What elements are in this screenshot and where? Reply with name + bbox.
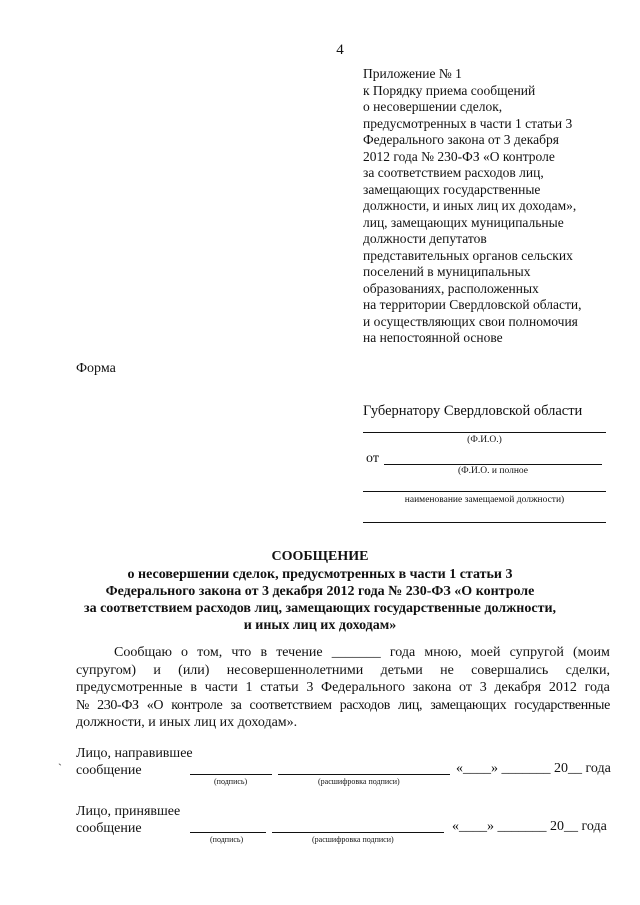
- message-title-line: о несовершении сделок, предусмотренных в части 1 статьи 3: [127, 567, 513, 582]
- sender-label-line1: Лицо, направившее: [76, 746, 193, 761]
- appendix-line: поселений в муниципальных: [363, 264, 531, 279]
- body-line-text: [76, 697, 610, 715]
- body-line: [76, 679, 610, 697]
- appendix-line: 2012 года № 230-ФЗ «О контроле: [363, 148, 555, 164]
- body-word: года: [584, 680, 610, 695]
- body-line-text: должности, и иных лиц их доходам».: [76, 715, 298, 730]
- receiver-label-line2: сообщение: [76, 821, 142, 836]
- appendix-line: на непостоянной основе: [363, 330, 503, 345]
- sender-sign-caption: (подпись): [214, 777, 248, 786]
- body-word: закона: [412, 680, 452, 695]
- body-word: №: [76, 697, 90, 713]
- body-word: и: [153, 662, 161, 678]
- body-word: 1: [245, 680, 253, 695]
- body-word: лиц,: [398, 697, 423, 713]
- body-word: расходов: [339, 697, 390, 713]
- message-title-line: и иных лиц их доходам»: [243, 618, 397, 633]
- body-word: в: [190, 680, 197, 695]
- receiver-label: [76, 803, 180, 837]
- appendix-line: замещающих государственные: [363, 181, 541, 197]
- body-word: замещающих: [430, 697, 507, 713]
- body-word: несовершеннолетними: [226, 662, 364, 678]
- body-word: супругой: [509, 645, 564, 660]
- sender-decode-line[interactable]: [278, 774, 450, 775]
- body-word: от: [459, 680, 472, 695]
- body-word: моей: [470, 645, 501, 660]
- appendix-line: лиц, замещающих муниципальные: [363, 214, 564, 230]
- body-word: (или): [178, 662, 210, 678]
- body-line: [76, 714, 610, 732]
- appendix-line: на территории Свердловской области,: [363, 297, 582, 312]
- body-word: статьи: [260, 680, 299, 695]
- appendix-line: должности депутатов: [363, 231, 487, 246]
- body-line-text: [76, 662, 610, 680]
- appendix-line: образованиях, расположенных: [363, 280, 539, 296]
- stray-mark: ˎ: [58, 752, 62, 766]
- receiver-date: «____» _______ 20__ года: [452, 819, 607, 834]
- message-title-line: Федерального закона от 3 декабря 2012 года № 230-ФЗ «О контроле: [105, 584, 535, 599]
- message-body: [76, 644, 610, 732]
- sender-label: [76, 745, 193, 779]
- sender-decode-caption: (расшифровка подписи): [318, 777, 400, 786]
- body-word: детьми: [380, 662, 423, 678]
- appendix-line: и осуществляющих свои полномочия: [363, 313, 578, 329]
- from-line: [384, 464, 602, 465]
- fio-full-caption: (Ф.И.О. и полное: [458, 466, 528, 476]
- sender-date: «____» _______ 20__ года: [456, 761, 611, 776]
- body-word: 3: [306, 680, 314, 695]
- body-line-text: [114, 644, 610, 662]
- body-word: мною,: [424, 645, 462, 660]
- body-word: государственные: [514, 697, 610, 713]
- fio-line: [363, 432, 606, 433]
- body-word: Сообщаю: [114, 645, 172, 660]
- body-word: за: [230, 697, 242, 713]
- body-line-text: [76, 679, 610, 697]
- body-word: предусмотренные: [76, 680, 183, 695]
- body-line: [76, 697, 610, 715]
- body-word: что: [231, 645, 252, 660]
- body-word: контроле: [171, 697, 223, 713]
- body-word: 3: [479, 680, 487, 695]
- appendix-line: к Порядку приема сообщений: [363, 82, 536, 98]
- appendix-line: за соответствием расходов лиц,: [363, 165, 544, 180]
- appendix-line: о несовершении сделок,: [363, 99, 503, 114]
- body-word: декабря: [494, 680, 542, 695]
- body-word: том,: [197, 645, 223, 660]
- sender-label-line2: сообщение: [76, 763, 142, 778]
- body-word: 2012: [548, 680, 577, 695]
- from-prefix: от: [366, 451, 379, 466]
- body-word: не: [440, 662, 454, 678]
- receiver-decode-line[interactable]: [272, 832, 444, 833]
- position-line-2: [363, 522, 606, 523]
- body-word: в: [260, 645, 268, 660]
- fio-caption: (Ф.И.О.): [467, 435, 502, 445]
- position-line: [363, 491, 606, 492]
- body-word: сделки,: [565, 662, 610, 678]
- position-caption: наименование замещаемой должности): [404, 495, 565, 505]
- body-word: Федерального: [321, 680, 406, 695]
- appendix-line: должности, и иных лиц их доходам»,: [363, 198, 577, 213]
- body-line: [76, 662, 610, 680]
- body-word: соответствием: [249, 697, 332, 713]
- appendix-line: предусмотренных в части 1 статьи 3: [363, 115, 573, 131]
- appendix-block: [363, 66, 623, 347]
- body-word: 230-ФЗ: [97, 697, 139, 713]
- appendix-line: Приложение № 1: [363, 66, 462, 81]
- body-word: _______: [331, 645, 381, 660]
- body-word: (моим: [573, 645, 610, 660]
- receiver-decode-caption: (расшифровка подписи): [312, 835, 394, 844]
- body-word: года: [389, 645, 416, 660]
- body-word: супругом): [76, 662, 136, 678]
- form-label: Форма: [76, 361, 116, 376]
- body-word: «О: [146, 697, 164, 713]
- page-number: 4: [336, 42, 344, 58]
- message-heading: СООБЩЕНИЕ: [271, 549, 369, 564]
- appendix-line: Федерального закона от 3 декабря: [363, 132, 559, 147]
- addressee-governor: Губернатору Свердловской области: [363, 403, 583, 419]
- body-word: о: [181, 645, 189, 660]
- body-word: части: [204, 680, 238, 695]
- receiver-label-line1: Лицо, принявшее: [76, 804, 181, 819]
- receiver-sign-caption: (подпись): [210, 835, 244, 844]
- body-word: совершались: [471, 662, 549, 678]
- appendix-line: представительных органов сельских: [363, 247, 573, 263]
- sender-signature-line[interactable]: [190, 774, 272, 775]
- receiver-signature-line[interactable]: [190, 832, 266, 833]
- body-line: [76, 644, 610, 662]
- message-title-line: за соответствием расходов лиц, замещающих государственные должности,: [83, 601, 557, 616]
- body-word: течение: [276, 645, 323, 660]
